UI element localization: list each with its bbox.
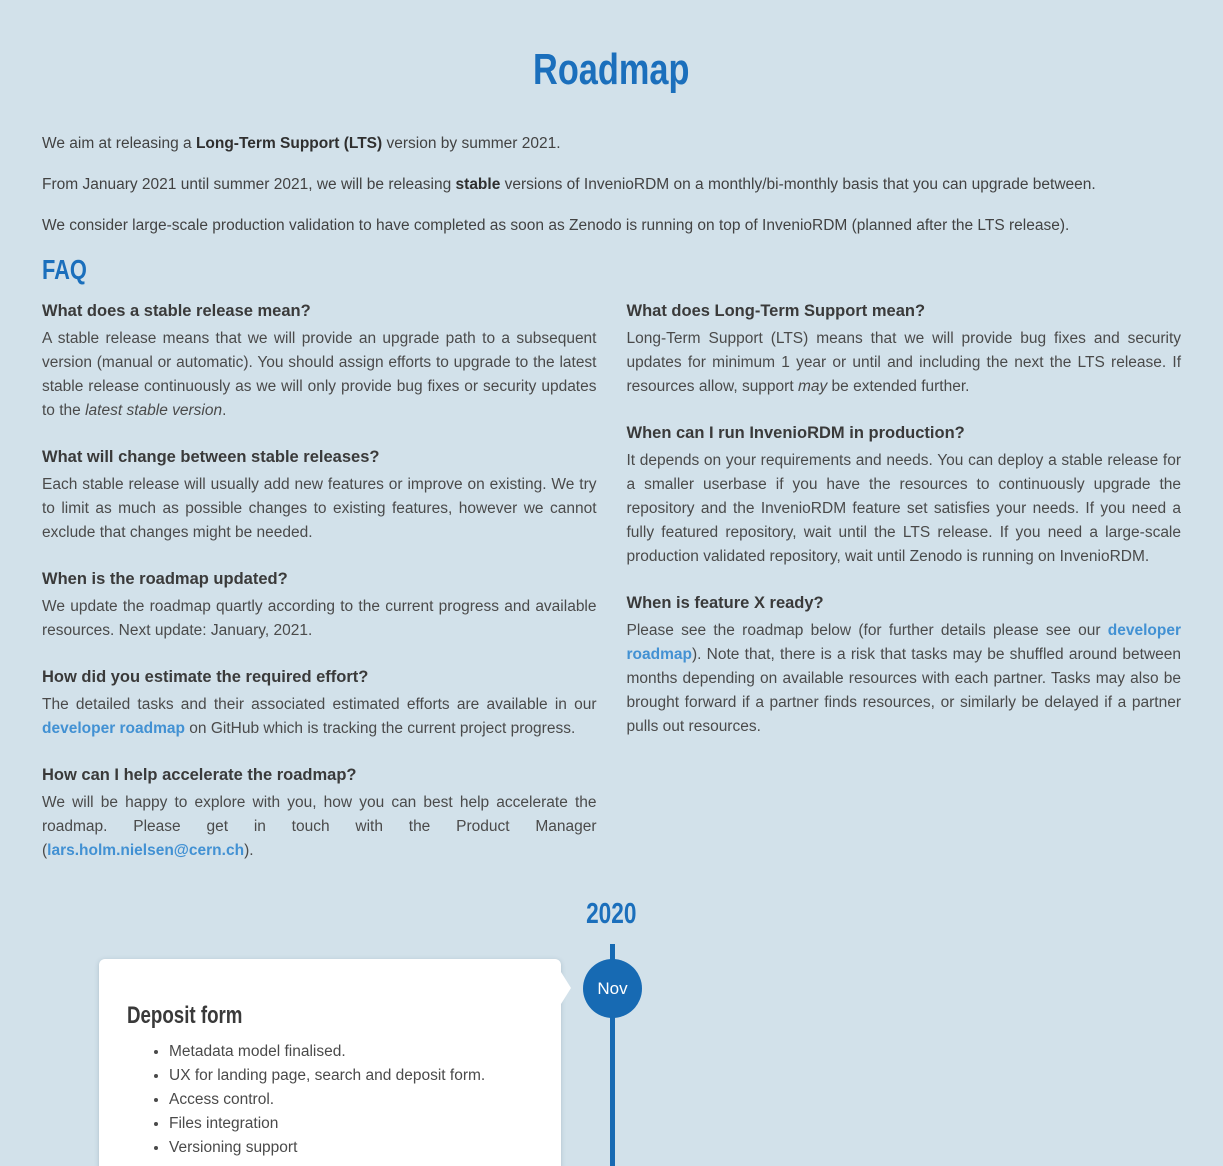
faq-question: When can I run InvenioRDM in production?: [626, 424, 965, 443]
faq-question: What will change between stable releases?: [42, 448, 380, 467]
faq-answer: We update the roadmap quartly according to the current progress and available resources. Next update: January, 2021.: [42, 598, 597, 640]
faq-question: What does Long-Term Support mean?: [626, 302, 926, 321]
faq-columns: [42, 300, 1181, 886]
faq-item-help-accelerate: [42, 764, 597, 863]
timeline-card-deposit-form: [99, 959, 561, 1166]
card-item: • UX for landing page, search and deposit form.: [169, 1064, 531, 1088]
developer-roadmap-link[interactable]: developer roadmap: [626, 622, 1181, 664]
intro-paragraph-lts: We aim at releasing a Long-Term Support (LTS) version by summer 2021.: [42, 135, 561, 153]
faq-answer: Each stable release will usually add new features or improve on existing. We try to limit as much as possible changes to existing features, however we cannot exclude that changes might be needed.: [42, 476, 597, 542]
page-title: Roadmap: [533, 45, 690, 94]
faq-answer: We will be happy to explore with you, how you can best help accelerate the roadmap. Please get in touch with the Product Manager (lars.holm.nielsen@cern.ch).: [42, 794, 597, 860]
faq-answer: The detailed tasks and their associated estimated efforts are available in our developer roadmap on GitHub which is tracking the current project progress.: [42, 696, 597, 738]
card-item: • Access control.: [169, 1088, 531, 1112]
faq-item-estimate-effort: [42, 666, 597, 741]
intro-paragraph-stable: From January 2021 until summer 2021, we will be releasing stable versions of InvenioRDM on a monthly/bi-monthly basis that you can upgrade between.: [42, 176, 1096, 194]
faq-answer: A stable release means that we will provide an upgrade path to a subsequent version (manual or automatic). You should assign efforts to upgrade to the latest stable release continuously as we will only provide bug fixes or security updates to the latest stable version.: [42, 330, 597, 420]
faq-question: How can I help accelerate the roadmap?: [42, 766, 357, 785]
page-content: [0, 132, 1223, 886]
faq-item-roadmap-updated: [42, 568, 597, 643]
faq-answer: Please see the roadmap below (for further details please see our developer roadmap). Note that, there is a risk that tasks may be shuffled around between months depending on available resources with each partner. Tasks may also be brought forward if a partner finds resources, or similarly be delayed if a partner pulls out resources.: [626, 622, 1181, 736]
developer-roadmap-link[interactable]: developer roadmap: [42, 720, 185, 738]
faq-heading: FAQ: [42, 254, 87, 286]
card-arrow-icon: [561, 972, 571, 1004]
faq-question: What does a stable release mean?: [42, 302, 311, 321]
faq-item-feature-ready: [627, 592, 1182, 739]
faq-column-left: [42, 300, 597, 886]
timeline-node-label: Nov: [597, 978, 628, 998]
faq-answer: It depends on your requirements and needs. You can deploy a stable release for a smaller userbase if you have the resources to continuously upgrade the repository and the InvenioRDM feature set satisfies your needs. If you need a fully featured repository, wait until the LTS release. If you need a large-scale production validated repository, wait until Zenodo is running on InvenioRDM.: [626, 452, 1181, 566]
timeline-node-nov: [583, 959, 642, 1018]
faq-item-change-between-releases: [42, 446, 597, 545]
card-title: Deposit form: [127, 1002, 243, 1029]
faq-column-right: [627, 300, 1182, 886]
faq-item-stable-release: [42, 300, 597, 423]
intro-section: [42, 132, 1181, 238]
faq-question: When is the roadmap updated?: [42, 570, 288, 589]
card-item-list: [127, 1040, 531, 1160]
roadmap-page: [0, 46, 1223, 1166]
faq-answer: Long-Term Support (LTS) means that we will provide bug fixes and security updates for minimum 1 year or until and including the next the LTS release. If resources allow, support may be extended further.: [626, 330, 1181, 396]
card-item: • Files integration: [169, 1112, 531, 1136]
faq-question: When is feature X ready?: [626, 594, 824, 613]
timeline-year: 2020: [586, 898, 637, 930]
product-manager-email-link[interactable]: lars.holm.nielsen@cern.ch: [47, 842, 245, 860]
faq-item-run-in-production: [627, 422, 1182, 569]
faq-question: How did you estimate the required effort?: [42, 668, 369, 687]
card-item: • Metadata model finalised.: [169, 1040, 531, 1064]
faq-item-lts-meaning: [627, 300, 1182, 399]
card-item: • Versioning support: [169, 1136, 531, 1160]
intro-paragraph-validation: We consider large-scale production validation to have completed as soon as Zenodo is running on top of InvenioRDM (planned after the LTS release).: [42, 217, 1070, 235]
